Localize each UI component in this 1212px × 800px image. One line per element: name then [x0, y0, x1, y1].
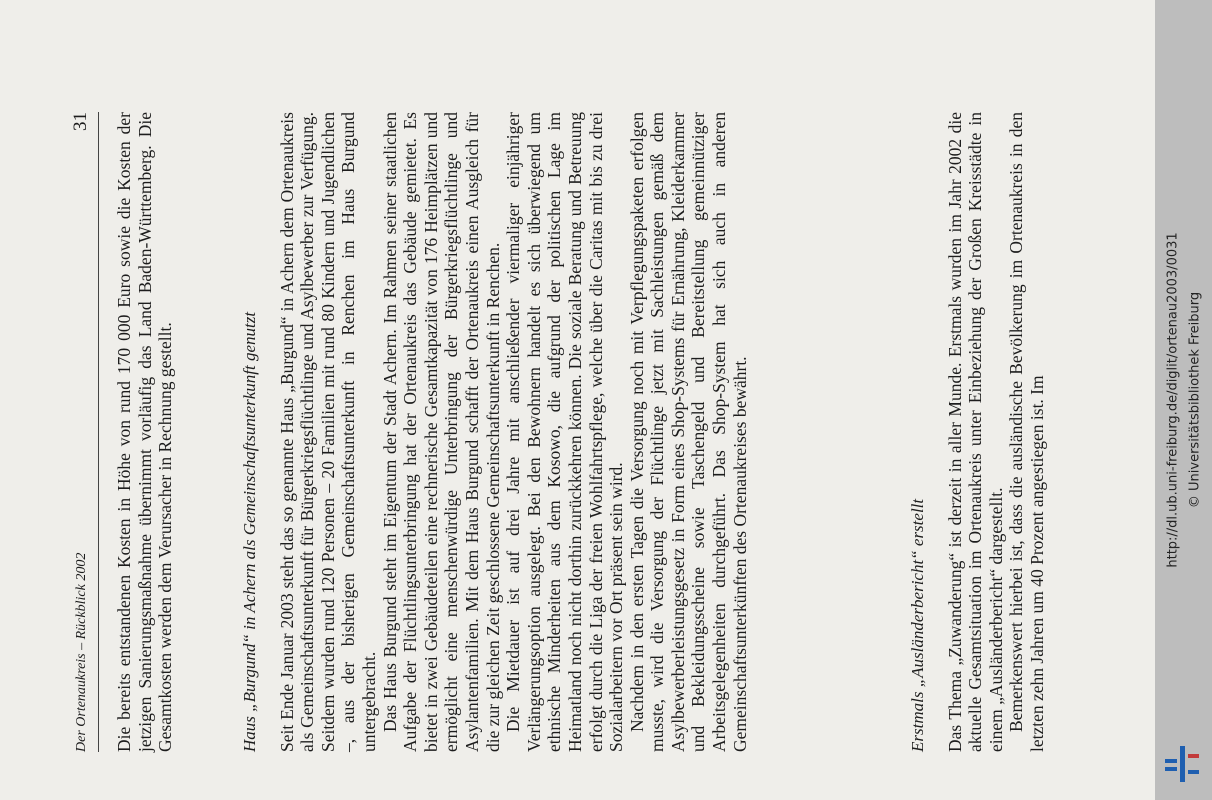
section-auslaenderbericht: [908, 112, 1048, 752]
section-burgund: [240, 112, 750, 752]
ub-freiburg-logo-icon: [1162, 744, 1202, 784]
page-number: 31: [70, 112, 91, 131]
paragraph: Bemerkenswert hierbei ist, dass die ausländische Bevölkerung im Ortenaukreis in den letzten zehn Jahren um 40 Prozent angestiegen ist. Im: [1006, 112, 1047, 752]
running-header: [70, 112, 98, 752]
intro-paragraph: Die bereits entstandenen Kosten in Höhe von rund 170 000 Euro sowie die Kosten der jetzigen Sanierungsmaßnahme übernimmt vorläufig das Land Baden-Württemberg. Die Gesamtkosten werden dem Verursacher in Rechnung gestellt.: [114, 112, 176, 752]
page-content: [70, 112, 1070, 752]
paragraph: Das Haus Burgund steht im Eigentum der Stadt Achern. Im Rahmen seiner staatlichen Aufgabe der Flüchtlingsunterbringung hat der Ortenaukreis das Gebäude gemietet. Es bietet in zwei Gebäudeteilen eine rechnerische Gesamtkapazität von 176 Heimplätzen und ermöglicht eine menschenwürdige Unterbringung der Bürgerkriegsflüchtlinge und Asylantenfamilien. Mit dem Haus Burgund schafft der Ortenaukreis einen Ausgleich für die zur gleichen Zeit geschlossene Gemeinschaftsunterkunft in Renchen.: [379, 112, 503, 752]
copyright-notice: © Universitätsbibliothek Freiburg: [1187, 291, 1203, 509]
paragraph: Nachdem in den ersten Tagen die Versorgung noch mit Verpflegungspaketen erfolgen musste, wird die Versorgung der Flüchtlinge jetzt mit Sachleistungen gemäß dem Asylbewerberleistungsgesetz in Form eines Shop-Systems für Ernährung, Kleiderkammer und Bekleidungsscheine sowie Taschengeld und Bereitstellung gemeinnütziger Arbeitsgelegenheiten durchgeführt. Das Shop-System hat sich auch in anderen Gemeinschaftsunterkünften des Ortenaukreises bewährt.: [626, 112, 750, 752]
paragraph: Seit Ende Januar 2003 steht das so genannte Haus „Burgund“ in Achern dem Ortenaukreis als Gemeinschaftsunterkunft für Bürgerkriegsflüchtlinge und Asylbewerber zur Verfügung. Seitdem wurden rund 120 Personen – 20 Familien mit rund 80 Kindern und Jugendlichen –, aus der bisherigen Gemeinschaftsunterkunft in Renchen im Haus Burgund untergebracht.: [276, 112, 379, 752]
section-heading-auslaenderbericht: Erstmals „Ausländerbericht“ erstellt: [908, 498, 927, 752]
section-heading-burgund: Haus „Burgund“ in Achern als Gemeinschaftsunterkunft genutzt: [240, 311, 259, 752]
source-url[interactable]: http://dl.ub.uni-freiburg.de/diglit/ortenau2003/0031: [1165, 232, 1181, 568]
paragraph: Die Mietdauer ist auf drei Jahre mit anschließender viermaliger einjähriger Verlängerungsoption ausgelegt. Bei den Bewohnern handelt es sich überwiegend um ethnische Minderheiten aus dem Kosowo, die aufgrund der politischen Lage im Heimatland noch nicht dorthin zurückkehren können. Die soziale Beratung und Betreuung erfolgt durch die Liga der freien Wohlfahrtspflege, welche über die Caritas mit bis zu drei Sozialarbeitern vor Ort präsent sein wird.: [503, 112, 627, 752]
library-sidebar: [1155, 0, 1212, 800]
paragraph: Das Thema „Zuwanderung“ ist derzeit in aller Munde. Erstmals wurden im Jahr 2002 die aktuelle Gesamtsituation im Ortenaukreis unter Einbeziehung der Großen Kreisstädte in einem „Ausländerbericht“ dargestellt.: [944, 112, 1006, 752]
header-title: Der Ortenaukreis – Rückblick 2002: [74, 552, 89, 752]
header-rule: [98, 112, 99, 752]
intro-block: [114, 112, 176, 752]
